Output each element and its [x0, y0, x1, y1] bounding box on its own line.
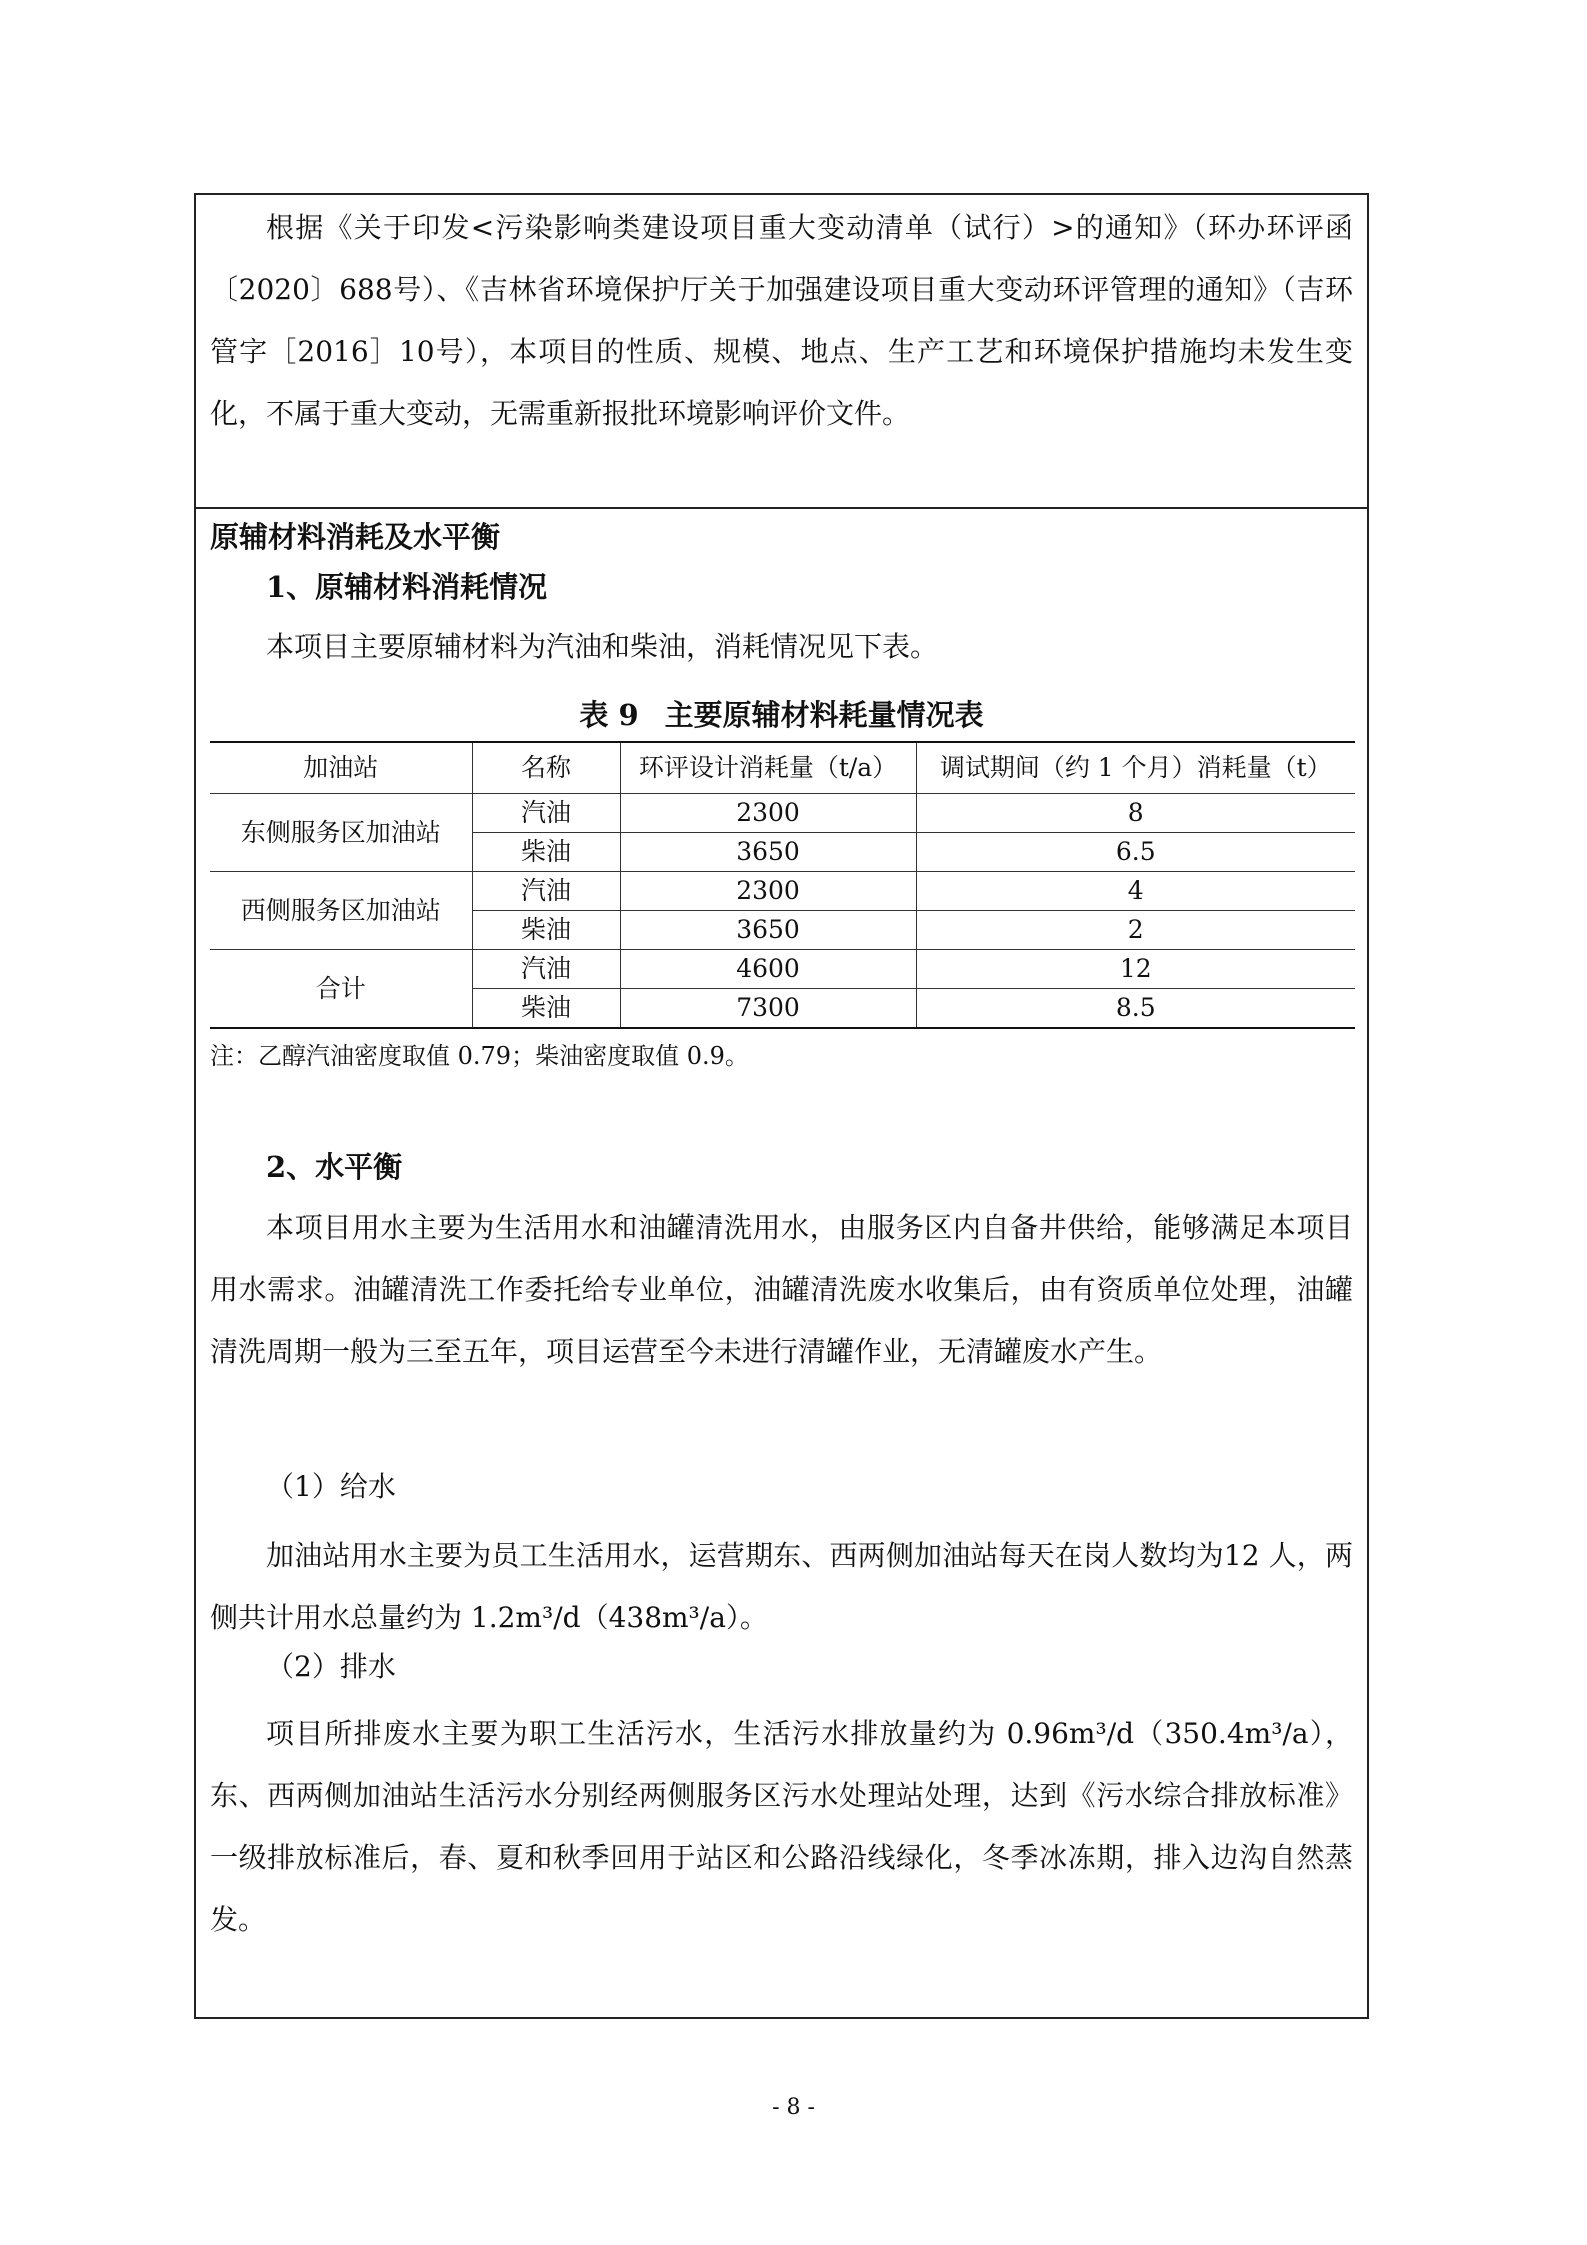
drainage-text: 项目所排废水主要为职工生活污水，生活污水排放量约为 0.96m³/d（350.4m³/a），东、西两侧加油站生活污水分别经两侧服务区污水处理站处理，达到《污水综合排放标准》一级排放标准后，春、夏和秋季回用于站区和公路沿线绿化，冬季冰冻期，排入边沟自然蒸发。	[210, 1717, 1353, 1936]
page-number: - 8 -	[772, 2095, 815, 2120]
material-cell: 汽油	[472, 794, 620, 833]
table-row	[210, 872, 1355, 911]
material-cell: 汽油	[472, 872, 620, 911]
material-cell: 柴油	[472, 989, 620, 1029]
table-caption	[196, 695, 1367, 735]
table-caption-number: 表 9	[579, 698, 639, 732]
materials-text: 本项目主要原辅材料为汽油和柴油，消耗情况见下表。	[266, 630, 939, 663]
trial-cell: 8.5	[916, 989, 1355, 1029]
design-cell: 3650	[620, 911, 916, 950]
table-row	[210, 794, 1355, 833]
table-header-cell: 环评设计消耗量（t/a）	[620, 742, 916, 794]
table-note: 注：乙醇汽油密度取值 0.79；柴油密度取值 0.9。	[210, 1042, 749, 1070]
design-cell: 2300	[620, 794, 916, 833]
material-cell: 柴油	[472, 833, 620, 872]
intro-paragraph: 根据《关于印发<污染影响类建设项目重大变动清单（试行）>的通知》（环办环评函〔2020〕688号）、《吉林省环境保护厅关于加强建设项目重大变动环评管理的通知》（吉环管字［2016］10号），本项目的性质、规模、地点、生产工艺和环境保护措施均未发生变化，不属于重大变动，无需重新报批环境影响评价文件。	[210, 211, 1353, 430]
materials-table	[210, 741, 1355, 1029]
water-supply-title: （1）给水	[266, 1470, 396, 1503]
drainage-title: （2）排水	[266, 1650, 396, 1683]
table-row	[210, 950, 1355, 989]
trial-cell: 12	[916, 950, 1355, 989]
water-supply-text: 加油站用水主要为员工生活用水，运营期东、西两侧加油站每天在岗人数均为12 人，两侧共计用水总量约为 1.2m³/d（438m³/a）。	[210, 1539, 1353, 1634]
section-title: 原辅材料消耗及水平衡	[210, 520, 501, 554]
design-cell: 7300	[620, 989, 916, 1029]
trial-cell: 2	[916, 911, 1355, 950]
table-header-row	[210, 742, 1355, 794]
table-header-cell: 调试期间（约 1 个月）消耗量（t）	[916, 742, 1355, 794]
table-header-cell: 名称	[472, 742, 620, 794]
table-header-cell: 加油站	[210, 742, 472, 794]
table-caption-text: 主要原辅材料耗量情况表	[664, 698, 984, 732]
trial-cell: 6.5	[916, 833, 1355, 872]
subsection-title-water-balance: 2、水平衡	[266, 1150, 403, 1184]
content-frame	[194, 193, 1369, 2019]
station-cell: 西侧服务区加油站	[210, 872, 472, 950]
design-cell: 2300	[620, 872, 916, 911]
station-cell: 合计	[210, 950, 472, 1029]
trial-cell: 4	[916, 872, 1355, 911]
design-cell: 4600	[620, 950, 916, 989]
material-cell: 柴油	[472, 911, 620, 950]
subsection-title-materials: 1、原辅材料消耗情况	[266, 570, 548, 604]
section-divider	[196, 507, 1367, 509]
design-cell: 3650	[620, 833, 916, 872]
water-balance-text: 本项目用水主要为生活用水和油罐清洗用水，由服务区内自备井供给，能够满足本项目用水需求。油罐清洗工作委托给专业单位，油罐清洗废水收集后，由有资质单位处理，油罐清洗周期一般为三至五年，项目运营至今未进行清罐作业，无清罐废水产生。	[210, 1211, 1353, 1368]
material-cell: 汽油	[472, 950, 620, 989]
station-cell: 东侧服务区加油站	[210, 794, 472, 872]
trial-cell: 8	[916, 794, 1355, 833]
